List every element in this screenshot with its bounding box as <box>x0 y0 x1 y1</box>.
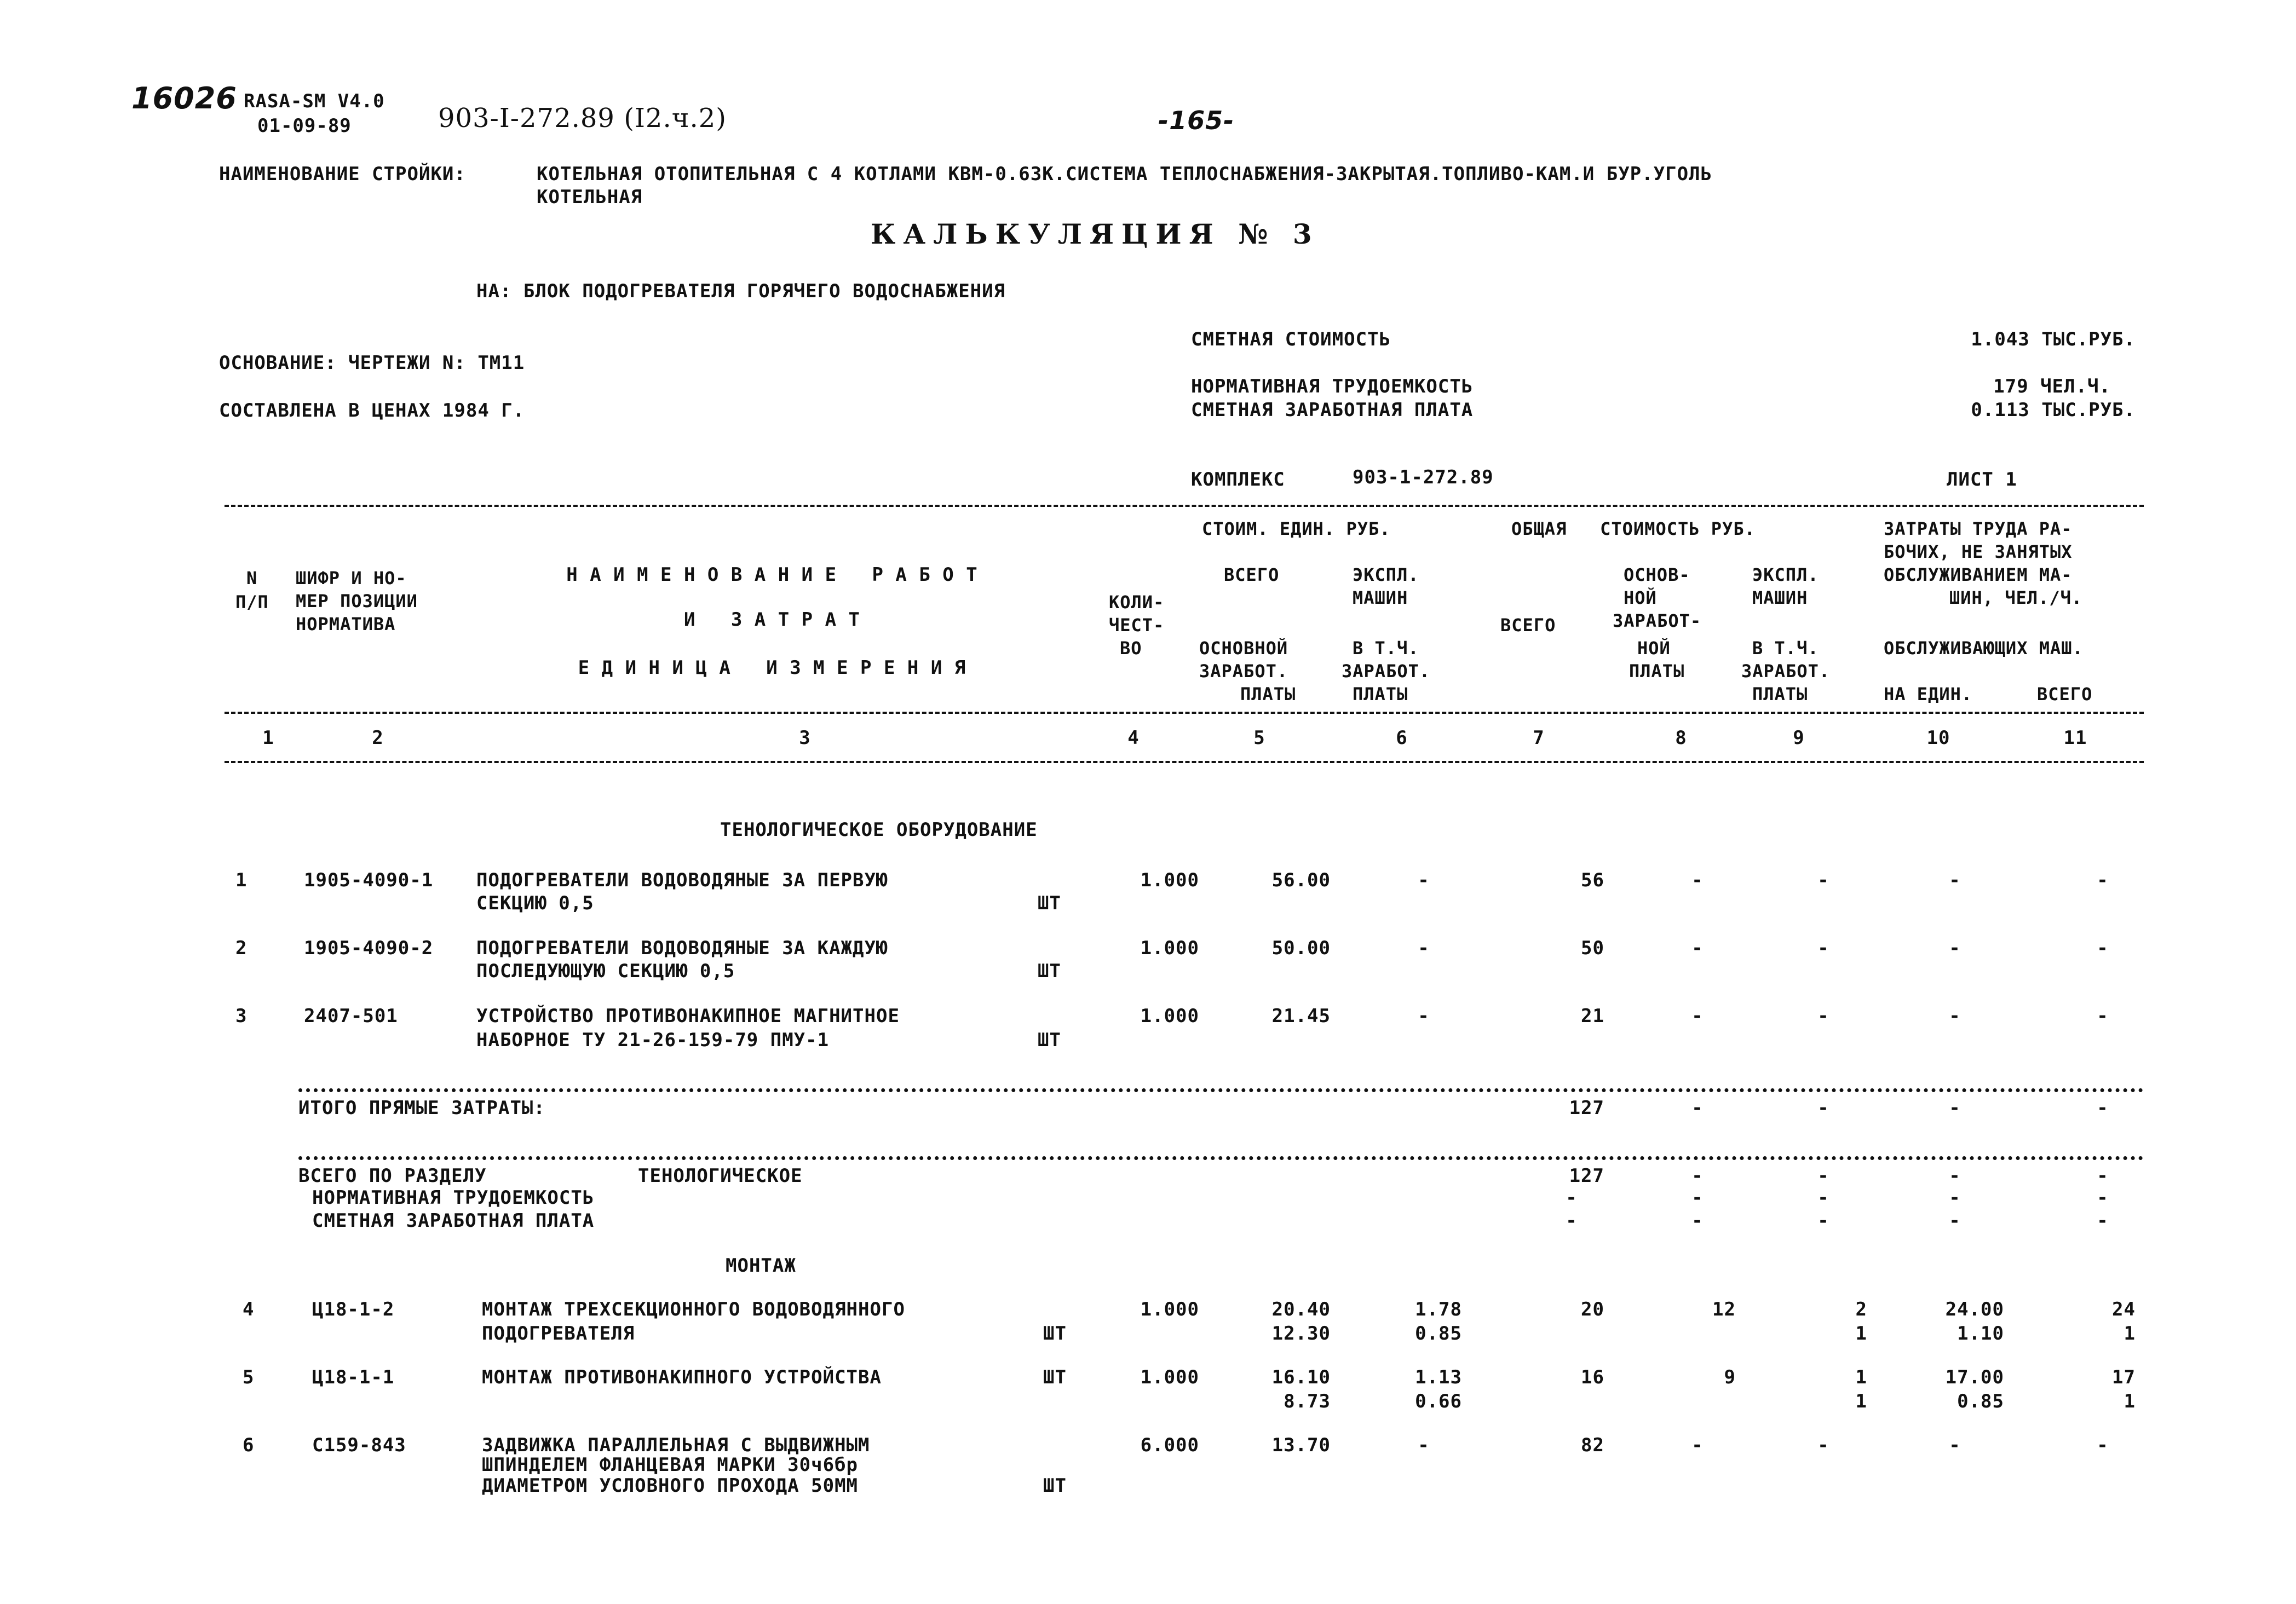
work-name: ПОДОГРЕВАТЕЛИ ВОДОВОДЯНЫЕ ЗА КАЖДУЮ <box>476 937 888 959</box>
col-number: 11 <box>2063 727 2087 749</box>
total-cost: 20 <box>1581 1299 1604 1320</box>
work-name: МОНТАЖ ТРЕХСЕКЦИОННОГО ВОДОВОДЯННОГО <box>482 1299 905 1320</box>
work-name-cont: ДИАМЕТРОМ УСЛОВНОГО ПРОХОДА 50ММ <box>482 1475 859 1497</box>
labor-total: - <box>2097 869 2109 891</box>
unit-cost-machines: - <box>1418 1434 1430 1456</box>
total-cost: 82 <box>1581 1434 1604 1456</box>
col8-header-line4: НОЙ <box>1637 638 1671 659</box>
total-base-wage: - <box>1691 1005 1704 1027</box>
row-number: 5 <box>243 1366 255 1388</box>
col4-header-line3: ВО <box>1120 638 1142 659</box>
work-name: ПОДОГРЕВАТЕЛИ ВОДОВОДЯНЫЕ ЗА ПЕРВУЮ <box>476 869 888 891</box>
total-machine-wage: 1 <box>1855 1323 1867 1345</box>
col-number: 6 <box>1396 727 1408 749</box>
total-base-wage: - <box>1691 937 1704 959</box>
col3-header-line3: Е Д И Н И Ц А И З М Е Р Е Н И Я <box>578 657 966 679</box>
unit-cost-machines: 1.13 <box>1415 1366 1462 1388</box>
document-title: КАЛЬКУЛЯЦИЯ № 3 <box>871 218 1320 250</box>
unit: ШТ <box>1043 1475 1067 1497</box>
total-cost: 56 <box>1581 869 1604 891</box>
unit-cost-machine-wage: 0.66 <box>1415 1390 1462 1412</box>
labor-intensity-value: 179 ЧЕЛ.Ч. <box>1993 376 2111 397</box>
work-name: МОНТАЖ ПРОТИВОНАКИПНОГО УСТРОЙСТВА <box>482 1366 882 1388</box>
row-number: 1 <box>235 869 248 891</box>
work-name-cont: ПОСЛЕДУЮЩУЮ СЕКЦИЮ 0,5 <box>476 960 735 982</box>
construction-name-line2: КОТЕЛЬНАЯ <box>537 186 643 208</box>
project-code: 903-I-272.89 (I2.ч.2) <box>438 103 727 134</box>
col-number: 10 <box>1926 727 1950 749</box>
unit-cost-group-header: СТОИМ. ЕДИН. РУБ. <box>1202 518 1391 539</box>
total-machines: - <box>1817 1005 1829 1027</box>
work-name-cont: НАБОРНОЕ ТУ 21-26-159-79 ПМУ-1 <box>476 1029 830 1051</box>
section-wage-label: СМЕТНАЯ ЗАРАБОТНАЯ ПЛАТА <box>312 1210 595 1232</box>
section-labor-label: НОРМАТИВНАЯ ТРУДОЕМКОСТЬ <box>312 1187 595 1209</box>
quantity: 1.000 <box>1140 1299 1199 1320</box>
col9-header-line4: ЗАРАБОТ. <box>1741 661 1831 682</box>
row-number: 4 <box>243 1299 255 1320</box>
total-machines: 1 <box>1855 1366 1867 1388</box>
row-number: 3 <box>235 1005 248 1027</box>
dash-cell: - <box>1566 1210 1578 1232</box>
row-number: 2 <box>235 937 248 959</box>
labor-header-line1: ЗАТРАТЫ ТРУДА РА- <box>1884 518 2073 539</box>
col8-header-line3: ЗАРАБОТ- <box>1613 610 1702 631</box>
dash-cell: - <box>1817 1187 1829 1209</box>
dash-cell: - <box>1691 1210 1704 1232</box>
col5-header-line1: ОСНОВНОЙ <box>1199 638 1288 659</box>
direct-costs-total: 127 <box>1569 1097 1604 1119</box>
total-base-wage: 12 <box>1712 1299 1736 1320</box>
total-base-wage: - <box>1691 1434 1704 1456</box>
col11-header: ВСЕГО <box>2037 684 2093 705</box>
col5-header-total: ВСЕГО <box>1224 564 1280 585</box>
price-level: СОСТАВЛЕНА В ЦЕНАХ 1984 Г. <box>219 400 525 422</box>
dotted-separator <box>298 1156 2144 1160</box>
col5-header-line3: ПЛАТЫ <box>1240 684 1296 705</box>
work-name-cont: СЕКЦИЮ 0,5 <box>476 892 594 914</box>
section-total-label: ВСЕГО ПО РАЗДЕЛУ <box>298 1165 487 1187</box>
quantity: 6.000 <box>1140 1434 1199 1456</box>
construction-label: НАИМЕНОВАНИЕ СТРОЙКИ: <box>219 163 466 185</box>
complex-label: КОМПЛЕКС <box>1191 469 1285 491</box>
section-total-name: ТЕНОЛОГИЧЕСКОЕ <box>638 1165 803 1187</box>
dash-cell: - <box>1817 1165 1829 1187</box>
col6-header-line4: ЗАРАБОТ. <box>1342 661 1431 682</box>
unit-cost-machines: 1.78 <box>1415 1299 1462 1320</box>
labor-service-per-unit: 0.85 <box>1957 1390 2004 1412</box>
labor-service-per-unit: 1.10 <box>1957 1323 2004 1345</box>
unit-cost-total: 21.45 <box>1271 1005 1331 1027</box>
norm-code: Ц18-1-1 <box>312 1366 395 1388</box>
basis: ОСНОВАНИЕ: ЧЕРТЕЖИ N: ТМ11 <box>219 352 525 374</box>
col-number: 4 <box>1127 727 1140 749</box>
col7-header: ВСЕГО <box>1500 615 1556 636</box>
dash-cell: - <box>1949 1210 1961 1232</box>
dash-cell: - <box>1817 1210 1829 1232</box>
unit: ШТ <box>1043 1323 1067 1345</box>
col3-header-line2: И З А Т Р А Т <box>683 609 861 631</box>
col5-header-line2: ЗАРАБОТ. <box>1199 661 1288 682</box>
dash-cell: - <box>1691 1097 1704 1119</box>
handwritten-code: 16026 <box>131 81 237 116</box>
labor-total: - <box>2097 937 2109 959</box>
unit: ШТ <box>1038 892 1061 914</box>
col2-header-line2: МЕР ПОЗИЦИИ <box>296 591 418 611</box>
labor-header-line3: ОБСЛУЖИВАНИЕМ МА- <box>1884 564 2073 585</box>
unit-cost-machines: - <box>1418 937 1430 959</box>
col9-header-line5: ПЛАТЫ <box>1752 684 1808 705</box>
col8-header-line2: НОЙ <box>1624 587 1657 608</box>
col6-header-line1: ЭКСПЛ. <box>1353 564 1419 585</box>
col-number: 2 <box>372 727 384 749</box>
labor-total: - <box>2097 1005 2109 1027</box>
total-cost: 16 <box>1581 1366 1604 1388</box>
unit: ШТ <box>1043 1366 1067 1388</box>
col3-header-line1: Н А И М Е Н О В А Н И Е Р А Б О Т <box>566 564 978 586</box>
labor-per-unit: - <box>1949 869 1961 891</box>
col4-header-line1: КОЛИ- <box>1109 592 1165 613</box>
dash-cell: - <box>2097 1165 2109 1187</box>
norm-code: 1905-4090-2 <box>304 937 434 959</box>
labor-total: 17 <box>2112 1366 2136 1388</box>
sheet-number: ЛИСТ 1 <box>1947 469 2017 491</box>
dash-cell: - <box>1566 1187 1578 1209</box>
work-name-cont: ПОДОГРЕВАТЕЛЯ <box>482 1323 635 1345</box>
dash-cell: - <box>2097 1187 2109 1209</box>
table-columns-rule <box>225 761 2144 763</box>
row-number: 6 <box>243 1434 255 1456</box>
col-number: 7 <box>1533 727 1545 749</box>
dash-cell: - <box>2097 1097 2109 1119</box>
unit-cost-total: 20.40 <box>1271 1299 1331 1320</box>
col10-header: НА ЕДИН. <box>1884 684 1973 705</box>
dash-cell: - <box>1817 1097 1829 1119</box>
total-base-wage: - <box>1691 869 1704 891</box>
estimated-cost-value: 1.043 ТЫС.РУБ. <box>1971 328 2136 350</box>
unit-cost-machines: - <box>1418 1005 1430 1027</box>
col9-header-line3: В Т.Ч. <box>1752 638 1819 659</box>
wage-value: 0.113 ТЫС.РУБ. <box>1971 399 2136 421</box>
section-total-value: 127 <box>1569 1165 1604 1187</box>
col-number: 5 <box>1253 727 1265 749</box>
total-base-wage: 9 <box>1724 1366 1736 1388</box>
work-name: УСТРОЙСТВО ПРОТИВОНАКИПНОЕ МАГНИТНОЕ <box>476 1005 900 1027</box>
col6-header-line3: В Т.Ч. <box>1353 638 1419 659</box>
labor-per-unit: - <box>1949 1434 1961 1456</box>
col6-header-line2: МАШИН <box>1353 587 1408 608</box>
labor-intensity-label: НОРМАТИВНАЯ ТРУДОЕМКОСТЬ <box>1191 376 1474 397</box>
dotted-separator <box>298 1088 2144 1092</box>
col1-header-line2: П/П <box>235 592 269 613</box>
norm-code: 1905-4090-1 <box>304 869 434 891</box>
program-version: RASA-SM V4.0 <box>244 90 385 112</box>
dash-cell: - <box>1949 1187 1961 1209</box>
total-cost: 21 <box>1581 1005 1604 1027</box>
work-name-cont: ШПИНДЕЛЕМ ФЛАНЦЕВАЯ МАРКИ 30ч6бр <box>482 1454 859 1476</box>
col4-header-line2: ЧЕСТ- <box>1109 615 1165 636</box>
col9-header-line1: ЭКСПЛ. <box>1752 564 1819 585</box>
unit-cost-total: 50.00 <box>1271 937 1331 959</box>
col8-header-line5: ПЛАТЫ <box>1629 661 1685 682</box>
dash-cell: - <box>1949 1097 1961 1119</box>
col2-header-line1: ШИФР И НО- <box>296 568 407 588</box>
labor-header-line2: БОЧИХ, НЕ ЗАНЯТЫХ <box>1884 541 2073 562</box>
total-cost-group-header: ОБЩАЯ СТОИМОСТЬ РУБ. <box>1511 518 1756 539</box>
total-machines: 2 <box>1855 1299 1867 1320</box>
unit-cost-total: 16.10 <box>1271 1366 1331 1388</box>
unit: ШТ <box>1038 1029 1061 1051</box>
complex-value: 903-1-272.89 <box>1353 466 1494 488</box>
quantity: 1.000 <box>1140 1366 1199 1388</box>
table-header-rule <box>225 712 2144 714</box>
total-machine-wage: 1 <box>1855 1390 1867 1412</box>
total-cost: 50 <box>1581 937 1604 959</box>
dash-cell: - <box>1691 1187 1704 1209</box>
subject: НА: БЛОК ПОДОГРЕВАТЕЛЯ ГОРЯЧЕГО ВОДОСНАБЖЕНИЯ <box>476 280 1006 302</box>
table-top-rule <box>225 505 2144 507</box>
labor-service-header: ОБСЛУЖИВАЮЩИХ МАШ. <box>1884 638 2084 659</box>
unit-cost-wage: 8.73 <box>1284 1390 1331 1412</box>
quantity: 1.000 <box>1140 869 1199 891</box>
dash-cell: - <box>2097 1210 2109 1232</box>
labor-total: - <box>2097 1434 2109 1456</box>
col1-header-line1: N <box>246 568 258 588</box>
quantity: 1.000 <box>1140 937 1199 959</box>
labor-per-unit: 24.00 <box>1945 1299 2004 1320</box>
page-number: -165- <box>1158 106 1235 135</box>
labor-header-line4: ШИН, ЧЕЛ./Ч. <box>1949 587 2083 608</box>
unit-cost-total: 13.70 <box>1271 1434 1331 1456</box>
labor-per-unit: - <box>1949 1005 1961 1027</box>
col-number: 9 <box>1793 727 1805 749</box>
unit-cost-wage: 12.30 <box>1271 1323 1331 1345</box>
col9-header-line2: МАШИН <box>1752 587 1808 608</box>
unit-cost-machines: - <box>1418 869 1430 891</box>
col-number: 3 <box>799 727 811 749</box>
norm-code: С159-843 <box>312 1434 406 1456</box>
estimated-cost-label: СМЕТНАЯ СТОИМОСТЬ <box>1191 328 1391 350</box>
col6-header-line5: ПЛАТЫ <box>1353 684 1408 705</box>
unit: ШТ <box>1038 960 1061 982</box>
quantity: 1.000 <box>1140 1005 1199 1027</box>
norm-code: Ц18-1-2 <box>312 1299 395 1320</box>
labor-total: 24 <box>2112 1299 2136 1320</box>
labor-per-unit: - <box>1949 937 1961 959</box>
labor-service-total: 1 <box>2124 1323 2136 1345</box>
total-machines: - <box>1817 937 1829 959</box>
total-machines: - <box>1817 869 1829 891</box>
work-name: ЗАДВИЖКА ПАРАЛЛЕЛЬНАЯ С ВЫДВИЖНЫМ <box>482 1434 870 1456</box>
direct-costs-label: ИТОГО ПРЯМЫЕ ЗАТРАТЫ: <box>298 1097 545 1119</box>
total-machines: - <box>1817 1434 1829 1456</box>
dash-cell: - <box>1691 1165 1704 1187</box>
wage-label: СМЕТНАЯ ЗАРАБОТНАЯ ПЛАТА <box>1191 399 1474 421</box>
section-title: ТЕНОЛОГИЧЕСКОЕ ОБОРУДОВАНИЕ <box>720 819 1038 841</box>
section-title: МОНТАЖ <box>726 1255 796 1277</box>
labor-service-total: 1 <box>2124 1390 2136 1412</box>
unit-cost-total: 56.00 <box>1271 869 1331 891</box>
dash-cell: - <box>1949 1165 1961 1187</box>
program-date: 01-09-89 <box>257 115 352 137</box>
unit-cost-machine-wage: 0.85 <box>1415 1323 1462 1345</box>
col8-header-line1: ОСНОВ- <box>1624 564 1690 585</box>
col-number: 8 <box>1675 727 1687 749</box>
labor-per-unit: 17.00 <box>1945 1366 2004 1388</box>
construction-name-line1: КОТЕЛЬНАЯ ОТОПИТЕЛЬНАЯ С 4 КОТЛАМИ КВМ-0.63К.СИСТЕМА ТЕПЛОСНАБЖЕНИЯ-ЗАКРЫТАЯ.ТОПЛИВО-КАМ.И БУР.УГОЛЬ <box>537 163 1712 185</box>
col-number: 1 <box>262 727 274 749</box>
norm-code: 2407-501 <box>304 1005 398 1027</box>
col2-header-line3: НОРМАТИВА <box>296 614 396 634</box>
